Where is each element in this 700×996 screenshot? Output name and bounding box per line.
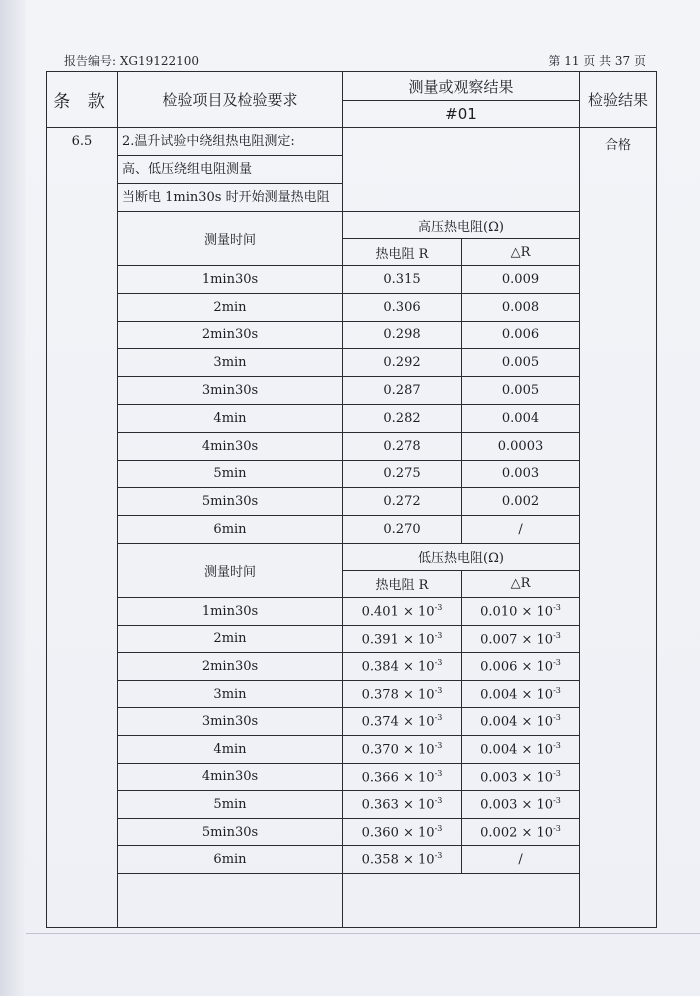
high-dr-cell bbox=[462, 349, 580, 377]
low-time-cell: 2min30s bbox=[118, 653, 343, 681]
times-ten: × 10 bbox=[521, 769, 554, 785]
r-value: 0.363 bbox=[361, 797, 399, 813]
empty-cell bbox=[118, 873, 343, 927]
requirement-line-3: 当断电 1min30s 时开始测量热电阻 bbox=[118, 184, 343, 212]
high-table-row bbox=[47, 293, 657, 321]
times-ten: × 10 bbox=[521, 797, 554, 813]
high-table-row bbox=[47, 432, 657, 460]
low-r-cell bbox=[343, 597, 462, 625]
high-time-cell: 5min30s bbox=[118, 488, 343, 516]
high-time-cell: 2min bbox=[118, 293, 343, 321]
low-table-row bbox=[47, 708, 657, 736]
exponent: -3 bbox=[434, 851, 443, 861]
item-header: 检验项目及检验要求 bbox=[118, 72, 343, 128]
times-ten: × 10 bbox=[402, 797, 435, 813]
low-r-cell bbox=[343, 846, 462, 874]
times-ten: × 10 bbox=[402, 632, 435, 648]
low-time-cell: 5min30s bbox=[118, 818, 343, 846]
exponent: -3 bbox=[553, 713, 561, 723]
sample-number: #01 bbox=[343, 101, 580, 128]
r-value: 0.306 bbox=[383, 299, 421, 315]
low-dr-cell bbox=[462, 653, 580, 681]
r-value: 0.384 bbox=[361, 659, 399, 675]
r-value: 0.374 bbox=[361, 714, 399, 730]
dr-value: 0.006 bbox=[480, 659, 518, 675]
conclusion-header: 检验结果 bbox=[580, 72, 657, 128]
high-time-cell: 6min bbox=[118, 516, 343, 544]
high-dr-cell bbox=[462, 516, 580, 544]
low-dr-cell bbox=[462, 763, 580, 791]
times-ten: × 10 bbox=[521, 714, 554, 730]
low-dr-header: △R bbox=[462, 570, 580, 597]
requirement-line-1: 2.温升试验中绕组热电阻测定: bbox=[118, 128, 343, 156]
low-r-cell bbox=[343, 625, 462, 653]
high-r-cell bbox=[343, 488, 462, 516]
r-value: 0.298 bbox=[383, 327, 421, 343]
high-dr-cell bbox=[462, 377, 580, 405]
high-dr-cell bbox=[462, 293, 580, 321]
times-ten: × 10 bbox=[402, 604, 435, 620]
low-table-row bbox=[47, 680, 657, 708]
low-r-cell bbox=[343, 735, 462, 763]
high-dr-cell bbox=[462, 321, 580, 349]
low-time-cell: 3min30s bbox=[118, 708, 343, 736]
high-dr-cell bbox=[462, 266, 580, 294]
low-table-row bbox=[47, 597, 657, 625]
high-table-row bbox=[47, 516, 657, 544]
low-title: 低压热电阻(Ω) bbox=[343, 543, 580, 570]
high-time-cell: 1min30s bbox=[118, 266, 343, 294]
r-value: 0.370 bbox=[361, 742, 399, 758]
dr-value: 0.004 bbox=[480, 687, 518, 703]
exponent: -3 bbox=[434, 796, 443, 806]
high-table-row bbox=[47, 488, 657, 516]
exponent: -3 bbox=[434, 603, 443, 613]
clause-number: 6.5 bbox=[47, 128, 118, 928]
exponent: -3 bbox=[553, 741, 561, 751]
times-ten: × 10 bbox=[402, 742, 435, 758]
clause-header: 条 款 bbox=[47, 72, 118, 128]
times-ten: × 10 bbox=[521, 632, 554, 648]
high-time-cell: 4min30s bbox=[118, 432, 343, 460]
low-time-cell: 5min bbox=[118, 791, 343, 819]
low-time-cell: 3min bbox=[118, 680, 343, 708]
dr-value: 0.010 bbox=[480, 604, 518, 620]
high-table-row bbox=[47, 377, 657, 405]
r-value: 0.272 bbox=[383, 494, 421, 510]
times-ten: × 10 bbox=[521, 825, 554, 841]
times-ten: × 10 bbox=[402, 769, 435, 785]
low-table-row bbox=[47, 735, 657, 763]
low-time-header: 测量时间 bbox=[118, 543, 343, 597]
r-value: 0.282 bbox=[383, 410, 421, 426]
high-table-row bbox=[47, 349, 657, 377]
low-table-row bbox=[47, 625, 657, 653]
low-dr-cell bbox=[462, 846, 580, 874]
exponent: -3 bbox=[553, 796, 561, 806]
high-table-row bbox=[47, 266, 657, 294]
exponent: -3 bbox=[434, 658, 443, 668]
exponent: -3 bbox=[434, 741, 443, 751]
low-r-cell bbox=[343, 653, 462, 681]
r-value: 0.401 bbox=[361, 604, 399, 620]
dr-value: 0.007 bbox=[480, 632, 518, 648]
high-r-cell bbox=[343, 432, 462, 460]
high-dr-cell bbox=[462, 460, 580, 488]
high-dr-cell bbox=[462, 404, 580, 432]
low-r-cell bbox=[343, 763, 462, 791]
dr-value: / bbox=[518, 522, 523, 538]
conclusion-value: 合格 bbox=[580, 128, 657, 928]
exponent: -3 bbox=[434, 630, 443, 640]
low-dr-cell bbox=[462, 680, 580, 708]
high-time-cell: 3min bbox=[118, 349, 343, 377]
low-table-row bbox=[47, 763, 657, 791]
high-table-row bbox=[47, 321, 657, 349]
dr-value: 0.009 bbox=[501, 271, 540, 287]
inspection-table bbox=[46, 71, 657, 928]
r-value: 0.287 bbox=[383, 383, 421, 399]
dr-value: 0.003 bbox=[501, 466, 540, 482]
times-ten: × 10 bbox=[521, 604, 554, 620]
exponent: -3 bbox=[434, 685, 443, 695]
low-r-header: 热电阻 R bbox=[343, 570, 462, 597]
low-dr-cell bbox=[462, 597, 580, 625]
r-value: 0.366 bbox=[361, 769, 399, 785]
r-value: 0.275 bbox=[383, 466, 421, 482]
high-time-cell: 5min bbox=[118, 460, 343, 488]
low-time-cell: 1min30s bbox=[118, 597, 343, 625]
times-ten: × 10 bbox=[402, 659, 435, 675]
page-bottom-rule bbox=[26, 933, 700, 934]
exponent: -3 bbox=[553, 658, 561, 668]
low-r-cell bbox=[343, 791, 462, 819]
exponent: -3 bbox=[434, 713, 443, 723]
low-table-row bbox=[47, 818, 657, 846]
low-dr-cell bbox=[462, 791, 580, 819]
low-r-cell bbox=[343, 680, 462, 708]
dr-value: 0.005 bbox=[501, 355, 540, 371]
exponent: -3 bbox=[434, 823, 443, 833]
times-ten: × 10 bbox=[402, 714, 435, 730]
empty-cell bbox=[343, 873, 580, 927]
low-dr-cell bbox=[462, 708, 580, 736]
high-time-cell: 3min30s bbox=[118, 377, 343, 405]
requirement-line-2: 高、低压绕组电阻测量 bbox=[118, 156, 343, 184]
low-time-cell: 4min30s bbox=[118, 763, 343, 791]
high-r-cell bbox=[343, 377, 462, 405]
high-dr-cell bbox=[462, 488, 580, 516]
dr-value: 0.008 bbox=[501, 299, 540, 315]
times-ten: × 10 bbox=[521, 659, 554, 675]
times-ten: × 10 bbox=[402, 825, 435, 841]
exponent: -3 bbox=[553, 630, 561, 640]
dr-value: 0.004 bbox=[480, 742, 518, 758]
high-table-row bbox=[47, 404, 657, 432]
high-time-header: 测量时间 bbox=[118, 212, 343, 266]
times-ten: × 10 bbox=[402, 852, 435, 868]
low-r-cell bbox=[343, 818, 462, 846]
times-ten: × 10 bbox=[402, 687, 435, 703]
high-dr-cell bbox=[462, 432, 580, 460]
exponent: -3 bbox=[434, 768, 443, 778]
dr-value: 0.0003 bbox=[497, 438, 544, 454]
high-dr-header: △R bbox=[462, 239, 580, 266]
dr-value: 0.002 bbox=[501, 494, 540, 510]
high-table-row bbox=[47, 460, 657, 488]
exponent: -3 bbox=[553, 603, 561, 613]
dr-value: 0.004 bbox=[480, 714, 518, 730]
r-value: 0.315 bbox=[383, 271, 421, 287]
dr-value: 0.003 bbox=[480, 769, 518, 785]
high-r-cell bbox=[343, 460, 462, 488]
r-value: 0.358 bbox=[361, 852, 399, 868]
dr-value: / bbox=[518, 852, 523, 868]
low-dr-cell bbox=[462, 818, 580, 846]
page-number: 第 11 页 共 37 页 bbox=[548, 54, 646, 68]
low-dr-cell bbox=[462, 625, 580, 653]
low-table-row bbox=[47, 846, 657, 874]
exponent: -3 bbox=[553, 823, 561, 833]
high-r-cell bbox=[343, 516, 462, 544]
high-r-header: 热电阻 R bbox=[343, 239, 462, 266]
exponent: -3 bbox=[553, 768, 561, 778]
r-value: 0.378 bbox=[361, 687, 399, 703]
r-value: 0.292 bbox=[383, 355, 421, 371]
r-value: 0.391 bbox=[361, 632, 399, 648]
low-r-cell bbox=[343, 708, 462, 736]
high-r-cell bbox=[343, 404, 462, 432]
result-header: 测量或观察结果 bbox=[343, 72, 580, 101]
r-value: 0.278 bbox=[383, 438, 421, 454]
low-table-row bbox=[47, 791, 657, 819]
times-ten: × 10 bbox=[521, 742, 554, 758]
exponent: -3 bbox=[553, 685, 561, 695]
report-number: 报告编号: XG19122100 bbox=[64, 54, 200, 68]
high-r-cell bbox=[343, 321, 462, 349]
dr-value: 0.003 bbox=[480, 797, 518, 813]
r-value: 0.270 bbox=[383, 522, 421, 538]
low-dr-cell bbox=[462, 735, 580, 763]
binding-margin bbox=[0, 0, 26, 996]
low-time-cell: 4min bbox=[118, 735, 343, 763]
low-time-cell: 2min bbox=[118, 625, 343, 653]
times-ten: × 10 bbox=[521, 687, 554, 703]
blank-result-cell bbox=[343, 128, 580, 212]
inspection-table-body bbox=[47, 72, 657, 928]
r-value: 0.360 bbox=[361, 825, 399, 841]
high-time-cell: 4min bbox=[118, 404, 343, 432]
low-table-row bbox=[47, 653, 657, 681]
dr-value: 0.006 bbox=[501, 327, 540, 343]
high-title: 高压热电阻(Ω) bbox=[343, 212, 580, 239]
high-r-cell bbox=[343, 266, 462, 294]
dr-value: 0.002 bbox=[480, 825, 518, 841]
low-time-cell: 6min bbox=[118, 846, 343, 874]
high-r-cell bbox=[343, 349, 462, 377]
dr-value: 0.004 bbox=[501, 410, 540, 426]
high-r-cell bbox=[343, 293, 462, 321]
high-time-cell: 2min30s bbox=[118, 321, 343, 349]
dr-value: 0.005 bbox=[501, 383, 540, 399]
